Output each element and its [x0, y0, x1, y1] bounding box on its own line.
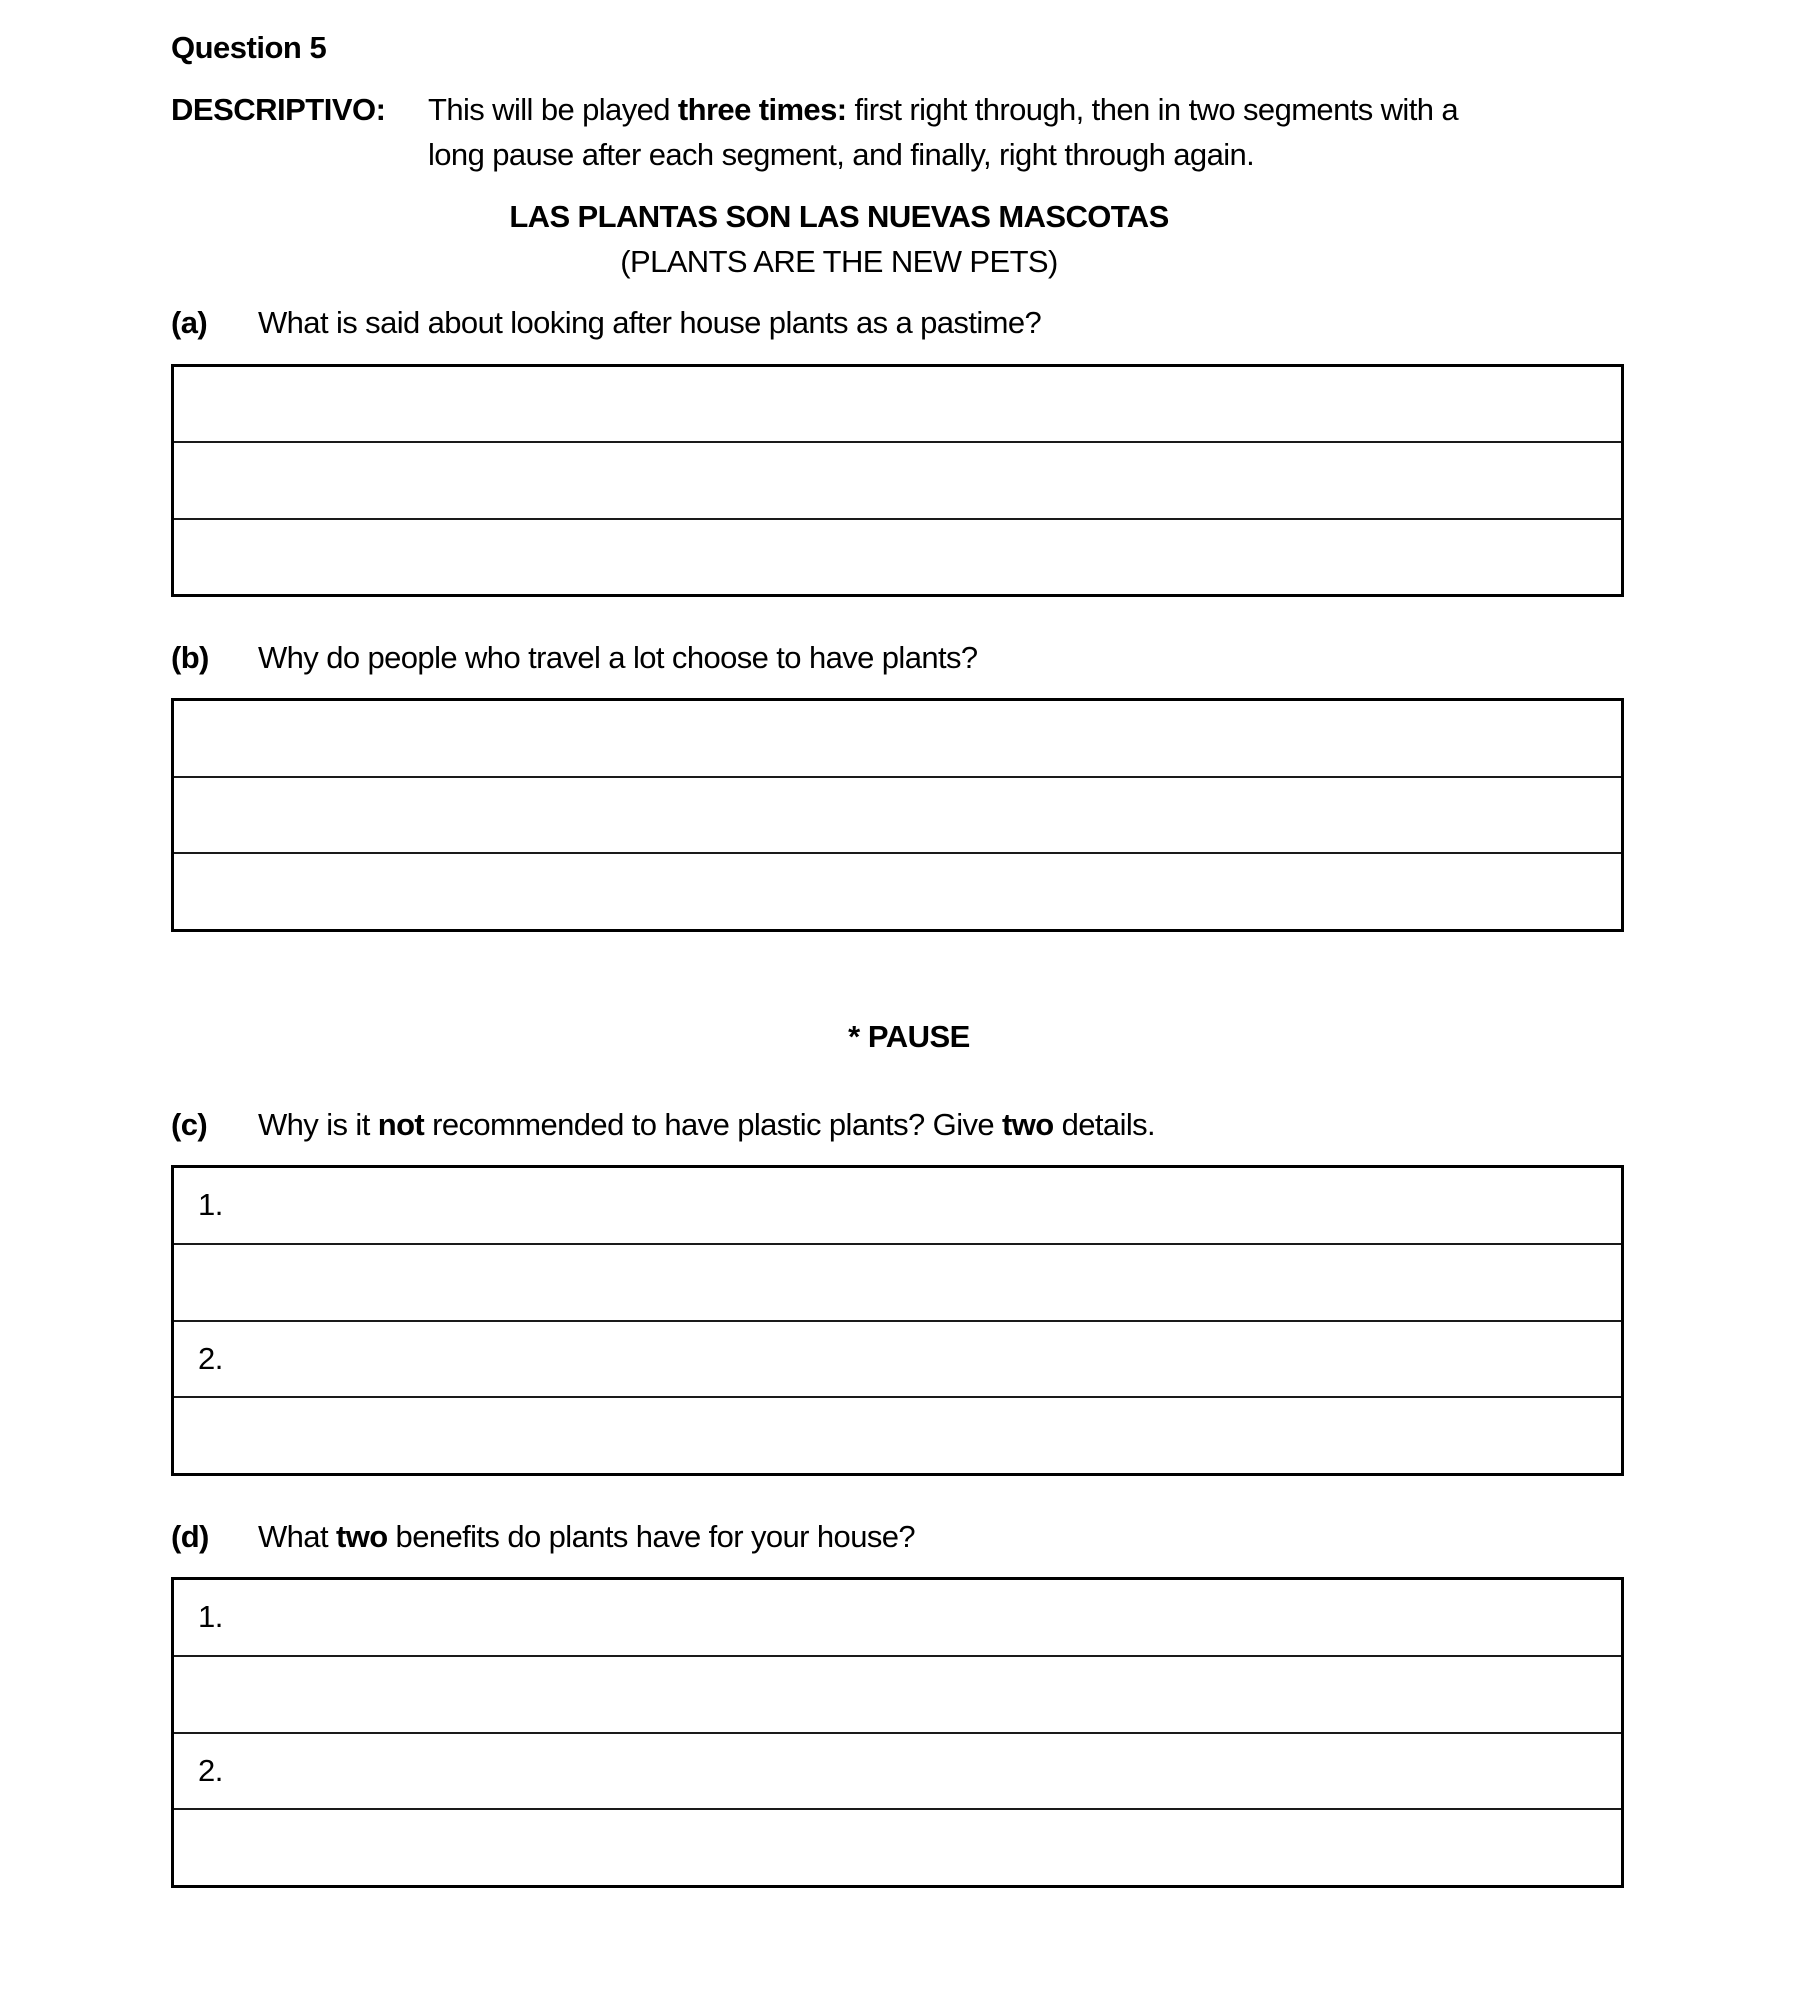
item-number: 1.	[198, 1599, 223, 1635]
question-label: (a)	[171, 305, 208, 340]
answer-line[interactable]	[174, 776, 1621, 853]
question-label: (d)	[171, 1519, 209, 1554]
question-text: details.	[1053, 1107, 1156, 1142]
question-label: (c)	[171, 1107, 208, 1142]
question-text: What is said about looking after house plants as a pastime?	[258, 305, 1042, 340]
answer-line-2[interactable]	[174, 1320, 1621, 1397]
answer-box-a	[171, 364, 1624, 597]
answer-line[interactable]	[174, 701, 1621, 776]
answer-line[interactable]	[174, 441, 1621, 517]
answer-line-1[interactable]	[174, 1168, 1621, 1243]
answer-line[interactable]	[174, 518, 1621, 594]
answer-box-b	[171, 698, 1624, 932]
answer-line[interactable]	[174, 1396, 1621, 1473]
instructions-text: This will be played	[428, 92, 678, 127]
instructions-emphasis: three times:	[677, 92, 847, 127]
question-heading: Question 5	[171, 30, 327, 65]
question-emphasis: two	[335, 1519, 388, 1554]
answer-line[interactable]	[174, 367, 1621, 441]
question-d	[171, 1519, 915, 1555]
answer-line[interactable]	[174, 1655, 1621, 1732]
answer-line-2[interactable]	[174, 1732, 1621, 1809]
passage-subtitle: (PLANTS ARE THE NEW PETS)	[620, 244, 1058, 279]
answer-box-c	[171, 1165, 1624, 1476]
question-label: (b)	[171, 640, 209, 675]
answer-box-d	[171, 1577, 1624, 1888]
item-number: 2.	[198, 1340, 223, 1376]
question-text: What	[258, 1519, 336, 1554]
answer-line[interactable]	[174, 852, 1621, 929]
answer-line-1[interactable]	[174, 1580, 1621, 1655]
question-c	[171, 1107, 1155, 1143]
item-number: 2.	[198, 1752, 223, 1788]
question-text: benefits do plants have for your house?	[387, 1519, 916, 1554]
question-emphasis: not	[377, 1107, 425, 1142]
instructions-line-2: long pause after each segment, and finally, right through again.	[428, 137, 1255, 172]
item-number: 1.	[198, 1187, 223, 1223]
pause-marker: * PAUSE	[848, 1019, 970, 1054]
question-text: recommended to have plastic plants? Give	[424, 1107, 1003, 1142]
question-b	[171, 640, 978, 676]
question-text: Why do people who travel a lot choose to have plants?	[258, 640, 978, 675]
answer-line[interactable]	[174, 1808, 1621, 1885]
question-emphasis: two	[1002, 1107, 1054, 1142]
instructions-line-1	[428, 92, 1458, 128]
instructions-text: first right through, then in two segments with a	[846, 92, 1459, 127]
answer-line[interactable]	[174, 1243, 1621, 1320]
question-text: Why is it	[258, 1107, 378, 1142]
passage-title: LAS PLANTAS SON LAS NUEVAS MASCOTAS	[509, 199, 1169, 234]
descriptor-label: DESCRIPTIVO:	[171, 92, 386, 127]
question-a	[171, 305, 1041, 341]
